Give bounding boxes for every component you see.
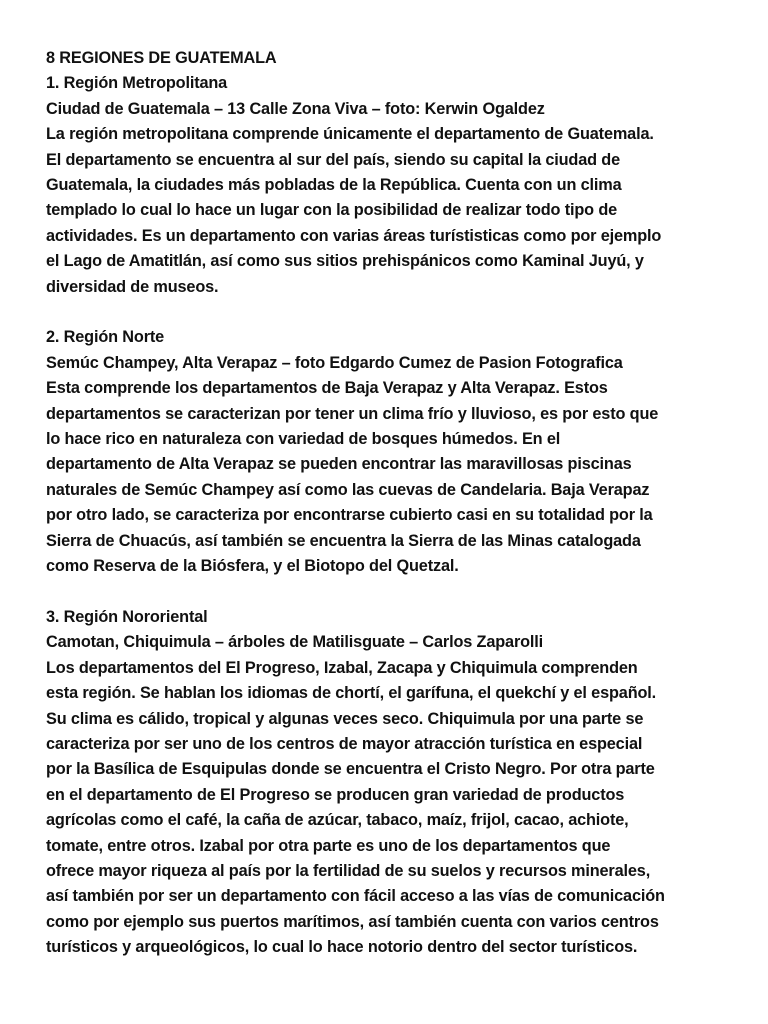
paragraph-line: lo hace rico en naturaleza con variedad de bosques húmedos. En el — [46, 430, 561, 449]
paragraph-line: Sierra de Chuacús, así también se encuentra la Sierra de las Minas catalogada — [46, 531, 641, 550]
paragraph-line: caracteriza por ser uno de los centros de mayor atracción turística en especial — [46, 734, 643, 753]
paragraph-line: templado lo cual lo hace un lugar con la posibilidad de realizar todo tipo de — [46, 201, 618, 220]
section-heading: 2. Región Norte — [46, 328, 165, 347]
paragraph-line: como por ejemplo sus puertos marítimos, así también cuenta con varios centros — [46, 912, 659, 931]
paragraph-line: por la Basílica de Esquipulas donde se encuentra el Cristo Negro. Por otra parte — [46, 760, 655, 779]
document-page — [46, 46, 736, 961]
paragraph-line: departamentos se caracterizan por tener un clima frío y lluvioso, es por esto que — [46, 404, 659, 423]
photo-caption: Ciudad de Guatemala – 13 Calle Zona Viva – foto: Kerwin Ogaldez — [46, 99, 545, 118]
section-region-norte — [46, 325, 736, 579]
paragraph-line: diversidad de museos. — [46, 277, 219, 296]
photo-caption: Camotan, Chiquimula – árboles de Matilisguate – Carlos Zaparolli — [46, 633, 544, 652]
paragraph-line: ofrece mayor riqueza al país por la fertilidad de su suelos y recursos minerales, — [46, 861, 651, 880]
document-title: 8 REGIONES DE GUATEMALA — [46, 49, 277, 67]
paragraph-line: naturales de Semúc Champey así como las cuevas de Candelaria. Baja Verapaz — [46, 480, 650, 499]
paragraph-line: el Lago de Amatitlán, así como sus sitios prehispánicos como Kaminal Juyú, y — [46, 252, 644, 271]
paragraph-line: El departamento se encuentra al sur del país, siendo su capital la ciudad de — [46, 150, 621, 169]
paragraph-line: turísticos y arqueológicos, lo cual lo hace notorio dentro del sector turísticos. — [46, 938, 638, 957]
paragraph-line: tomate, entre otros. Izabal por otra parte es uno de los departamentos que — [46, 836, 611, 855]
section-region-metropolitana — [46, 46, 736, 300]
paragraph-line: Guatemala, la ciudades más pobladas de la República. Cuenta con un clima — [46, 176, 622, 195]
section-heading: 1. Región Metropolitana — [46, 74, 228, 93]
paragraph-line: como Reserva de la Biósfera, y el Biotopo del Quetzal. — [46, 557, 459, 576]
section-region-nororiental — [46, 605, 736, 961]
paragraph-line: departamento de Alta Verapaz se pueden encontrar las maravillosas piscinas — [46, 455, 632, 474]
paragraph-line: esta región. Se hablan los idiomas de chortí, el garífuna, el quekchí y el español. — [46, 684, 657, 703]
paragraph-line: Los departamentos del El Progreso, Izabal, Zacapa y Chiquimula comprenden — [46, 658, 638, 677]
photo-caption: Semúc Champey, Alta Verapaz – foto Edgardo Cumez de Pasion Fotografica — [46, 353, 623, 372]
paragraph-line: Esta comprende los departamentos de Baja Verapaz y Alta Verapaz. Estos — [46, 379, 608, 398]
paragraph-line: agrícolas como el café, la caña de azúcar, tabaco, maíz, frijol, cacao, achiote, — [46, 811, 629, 830]
section-heading: 3. Región Nororiental — [46, 607, 208, 626]
paragraph-line: La región metropolitana comprende únicamente el departamento de Guatemala. — [46, 125, 654, 144]
paragraph-line: en el departamento de El Progreso se producen gran variedad de productos — [46, 785, 625, 804]
paragraph-line: actividades. Es un departamento con varias áreas turístisticas como por ejemplo — [46, 226, 662, 245]
paragraph-line: Su clima es cálido, tropical y algunas veces seco. Chiquimula por una parte se — [46, 709, 644, 728]
paragraph-line: por otro lado, se caracteriza por encontrarse cubierto casi en su totalidad por la — [46, 506, 653, 525]
paragraph-line: así también por ser un departamento con fácil acceso a las vías de comunicación — [46, 887, 665, 906]
